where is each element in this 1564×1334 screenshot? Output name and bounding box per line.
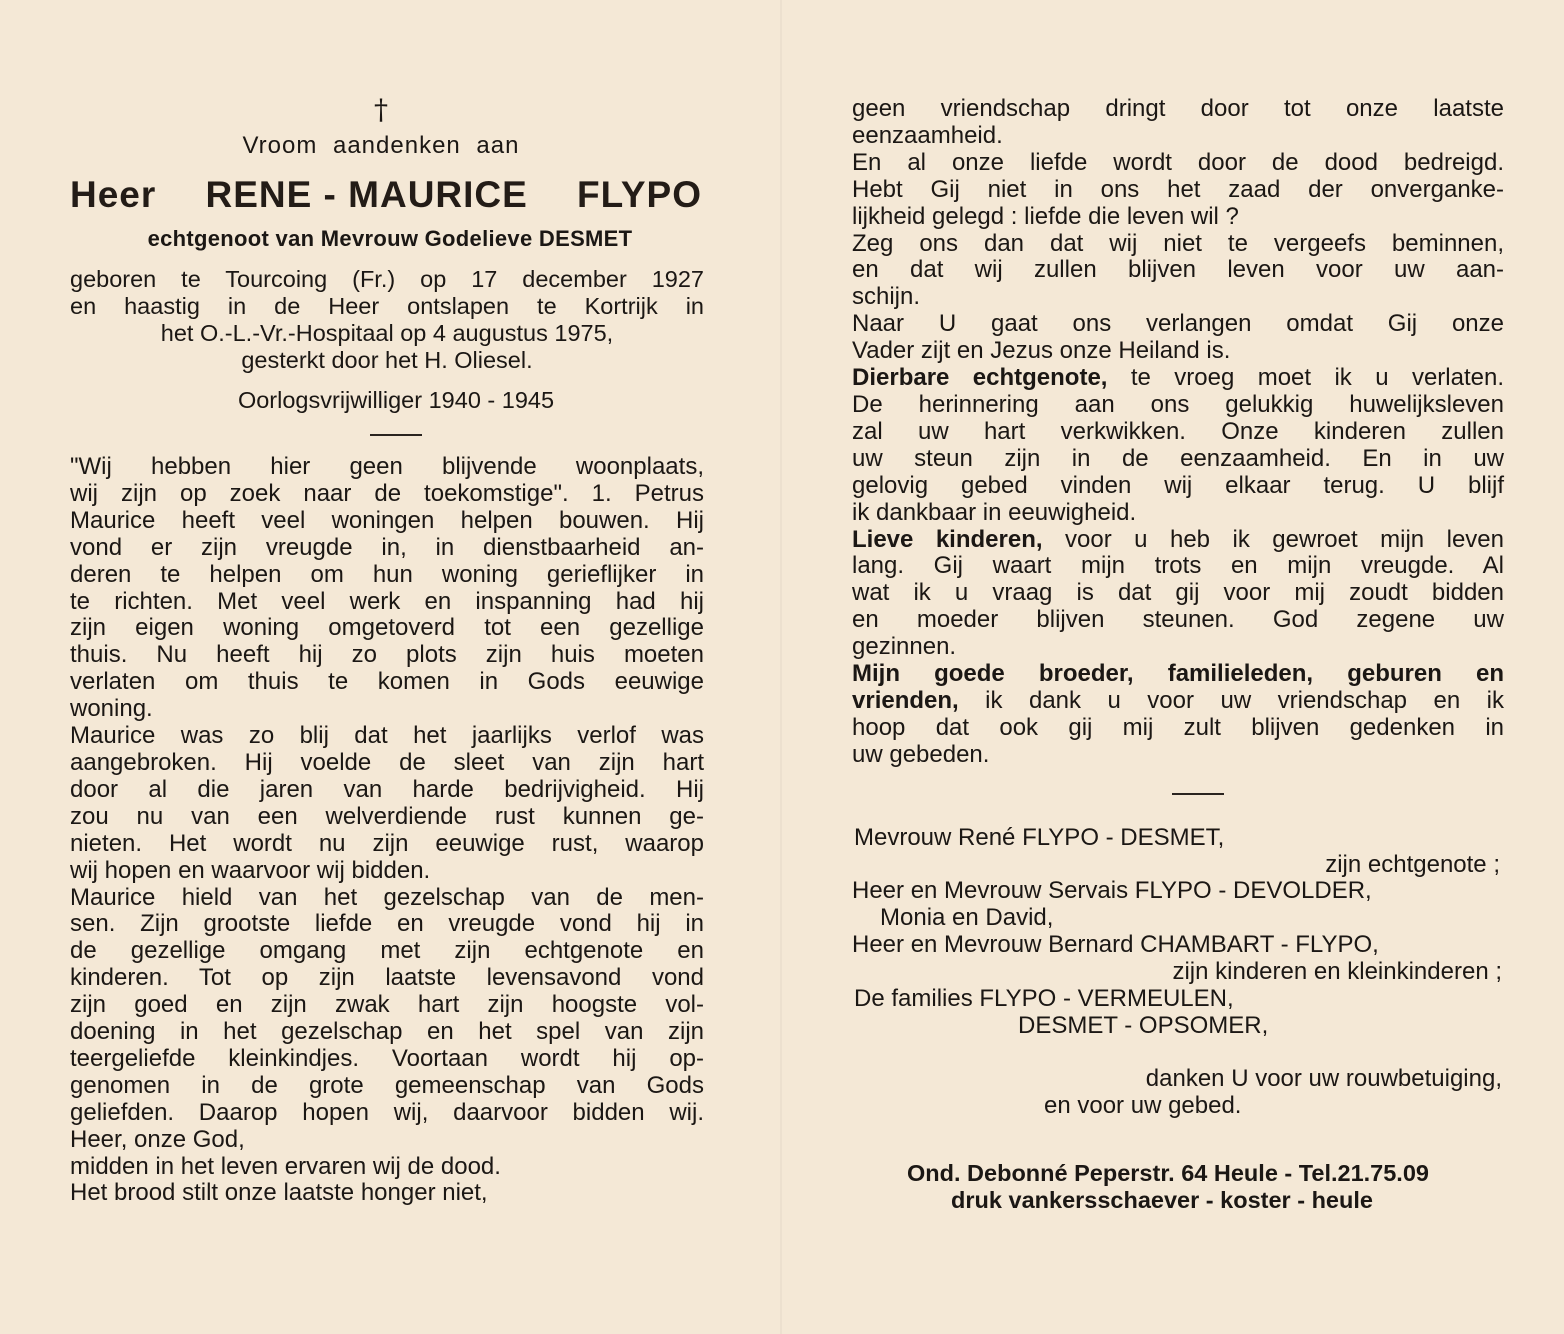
family-heading: Mijn goede broeder, familieleden, geburen en [852, 660, 1504, 688]
printer-line-1: Ond. Debonné Peperstr. 64 Heule - Tel.21.75.09 [907, 1159, 1429, 1186]
signatory-line: De families FLYPO - VERMEULEN, [854, 985, 1234, 1013]
text-line: door al die jaren van harde bedrijvigheid. Hij [70, 775, 704, 803]
text-line: te richten. Met veel werk en inspanning had hij [70, 587, 704, 615]
text-line: Heer, onze God, [70, 1125, 245, 1153]
text-line: en moeder blijven steunen. God zegene uw [852, 606, 1504, 634]
deceased-name [70, 174, 704, 216]
text-line: Maurice was zo blij dat het jaarlijks verlof was [70, 722, 704, 750]
printer-line-2: druk vankersschaever - koster - heule [951, 1186, 1373, 1213]
text-line: thuis. Nu heeft hij zo plots zijn huis moeten [70, 641, 704, 669]
signatory-line: Heer en Mevrouw Servais FLYPO - DEVOLDER, [852, 877, 1372, 905]
text-line: zijn goed en zijn zwak hart zijn hoogste vol- [70, 991, 704, 1019]
text-line: midden in het leven ervaren wij de dood. [70, 1152, 501, 1180]
text-line: Naar U gaat ons verlangen omdat Gij onze [852, 310, 1504, 338]
text-line: Lieve kinderen, voor u heb ik gewroet mijn leven [852, 525, 1504, 553]
text-line: zijn eigen woning omgetoverd tot een gezellige [70, 614, 704, 642]
printer-info [832, 1160, 1504, 1214]
text-line: woning. [70, 695, 153, 723]
family-heading-2: vrienden, [852, 686, 959, 714]
bio-line: het O.-L.-Vr.-Hospitaal op 4 augustus 1975, [160, 320, 614, 346]
text-line: geen vriendschap dringt door tot onze laatste [852, 95, 1504, 122]
signatories [852, 825, 1504, 1120]
text-line: wij hopen en waarvoor wij bidden. [70, 856, 431, 884]
text-line: zou nu van een welverdiende rust kunnen ge- [70, 802, 704, 830]
intro-line: Vroom aandenken aan [242, 132, 520, 159]
name-title: Heer [70, 174, 157, 215]
text-line: uw gebeden. [852, 740, 990, 768]
name-last: FLYPO [577, 174, 702, 215]
bio-line: geboren te Tourcoing (Fr.) op 17 december 1927 [70, 266, 704, 292]
text-line: aangebroken. Hij voelde de sleet van zijn hart [70, 748, 704, 776]
text-line: gelovig gebed vinden wij elkaar terug. U blijf [852, 471, 1504, 499]
text-line: geliefden. Daarop hopen wij, daarvoor bidden wij. [70, 1098, 704, 1126]
text-line: En al onze liefde wordt door de dood bedreigd. [852, 148, 1504, 176]
text-line: ik dankbaar in eeuwigheid. [852, 498, 1137, 526]
text-line: lang. Gij waart mijn trots en mijn vreugde. Al [852, 552, 1504, 580]
thanks-line: danken U voor uw rouwbetuiging, [1145, 1064, 1502, 1092]
signatory-line: zijn kinderen en kleinkinderen ; [1172, 958, 1502, 986]
divider [370, 434, 422, 436]
signatory-line: Heer en Mevrouw Bernard CHAMBART - FLYPO, [852, 931, 1379, 959]
text-line: uw steun zijn in de eenzaamheid. En in uw [852, 444, 1504, 472]
name-first: RENE - MAURICE [205, 174, 528, 215]
bio-line: gesterkt door het H. Oliesel. [241, 347, 533, 373]
spouse-line: echtgenoot van Mevrouw Godelieve DESMET [147, 226, 633, 251]
text-line: de gezellige omgang met zijn echtgenote en [70, 937, 704, 965]
text-line: Dierbare echtgenote, te vroeg moet ik u verlaten. [852, 364, 1504, 392]
signatory-line: DESMET - OPSOMER, [1018, 1012, 1269, 1039]
text-line: Vader zijt en Jezus onze Heiland is. [852, 337, 1231, 365]
signatory-line: zijn echtgenote ; [1325, 850, 1500, 878]
text-line: Het brood stilt onze laatste honger niet, [70, 1179, 488, 1207]
text-line: nieten. Het wordt nu zijn eeuwige rust, waarop [70, 829, 704, 857]
wife-heading: Dierbare echtgenote, [852, 364, 1108, 392]
thanks-line: en voor uw gebed. [1044, 1091, 1242, 1119]
prayer-text [852, 96, 1504, 769]
volunteer-line: Oorlogsvrijwilliger 1940 - 1945 [237, 387, 555, 413]
fold-line [780, 0, 782, 1334]
cross-icon: † [374, 93, 388, 126]
text-line: genomen in de grote gemeenschap van Gods [70, 1071, 704, 1099]
text-line: gezinnen. [852, 633, 957, 661]
signatory-line: Monia en David, [880, 904, 1054, 932]
text-line: verlaten om thuis te komen in Gods eeuwige [70, 668, 704, 696]
text-line: en dat wij zullen blijven leven voor uw aan- [852, 256, 1504, 284]
text-line: Zeg ons dan dat wij niet te vergeefs beminnen, [852, 229, 1504, 257]
text-line: wij zijn op zoek naar de toekomstige". 1. Petrus [70, 479, 704, 507]
text-line: De herinnering aan ons gelukkig huwelijksleven [852, 390, 1504, 418]
left-panel [70, 93, 704, 1207]
text-line: vond er zijn vreugde in, in dienstbaarheid an- [70, 533, 704, 561]
text-line: "Wij hebben hier geen blijvende woonplaats, [70, 453, 704, 480]
text-line: zal uw hart verkwikken. Onze kinderen zullen [852, 417, 1504, 445]
text-line [852, 661, 1504, 688]
text-line: schijn. [852, 283, 921, 311]
text-line: sen. Zijn grootste liefde en vreugde vond hij in [70, 910, 704, 938]
text-line: Maurice heeft veel woningen helpen bouwen. Hij [70, 506, 704, 534]
text-line: kinderen. Tot op zijn laatste levensavond vond [70, 964, 704, 992]
text-line: wat ik u vraag is dat gij voor mij zoudt bidden [852, 579, 1504, 607]
kids-heading: Lieve kinderen, [852, 525, 1043, 553]
text-line: lijkheid gelegd : liefde die leven wil ? [852, 202, 1239, 230]
text-line: doening in het gezelschap en het spel van zijn [70, 1018, 704, 1046]
text-line: deren te helpen om hun woning gerieflijker in [70, 560, 704, 588]
divider [1172, 793, 1224, 795]
right-panel [852, 96, 1504, 1214]
bio-block [70, 266, 704, 374]
signatory-line: Mevrouw René FLYPO - DESMET, [854, 823, 1225, 851]
bio-line: en haastig in de Heer ontslapen te Kortrijk in [70, 293, 704, 319]
text-line: Maurice hield van het gezelschap van de men- [70, 883, 704, 911]
memorial-text [70, 454, 704, 1207]
text-line: eenzaamheid. [852, 121, 1003, 149]
text-line: Hebt Gij niet in ons het zaad der onverganke- [852, 175, 1504, 203]
text-line: vrienden, ik dank u voor uw vriendschap en ik [852, 686, 1504, 714]
text-line: hoop dat ook gij mij zult blijven gedenken in [852, 713, 1504, 741]
text-line: teergeliefde kleinkindjes. Voortaan wordt hij op- [70, 1044, 704, 1072]
